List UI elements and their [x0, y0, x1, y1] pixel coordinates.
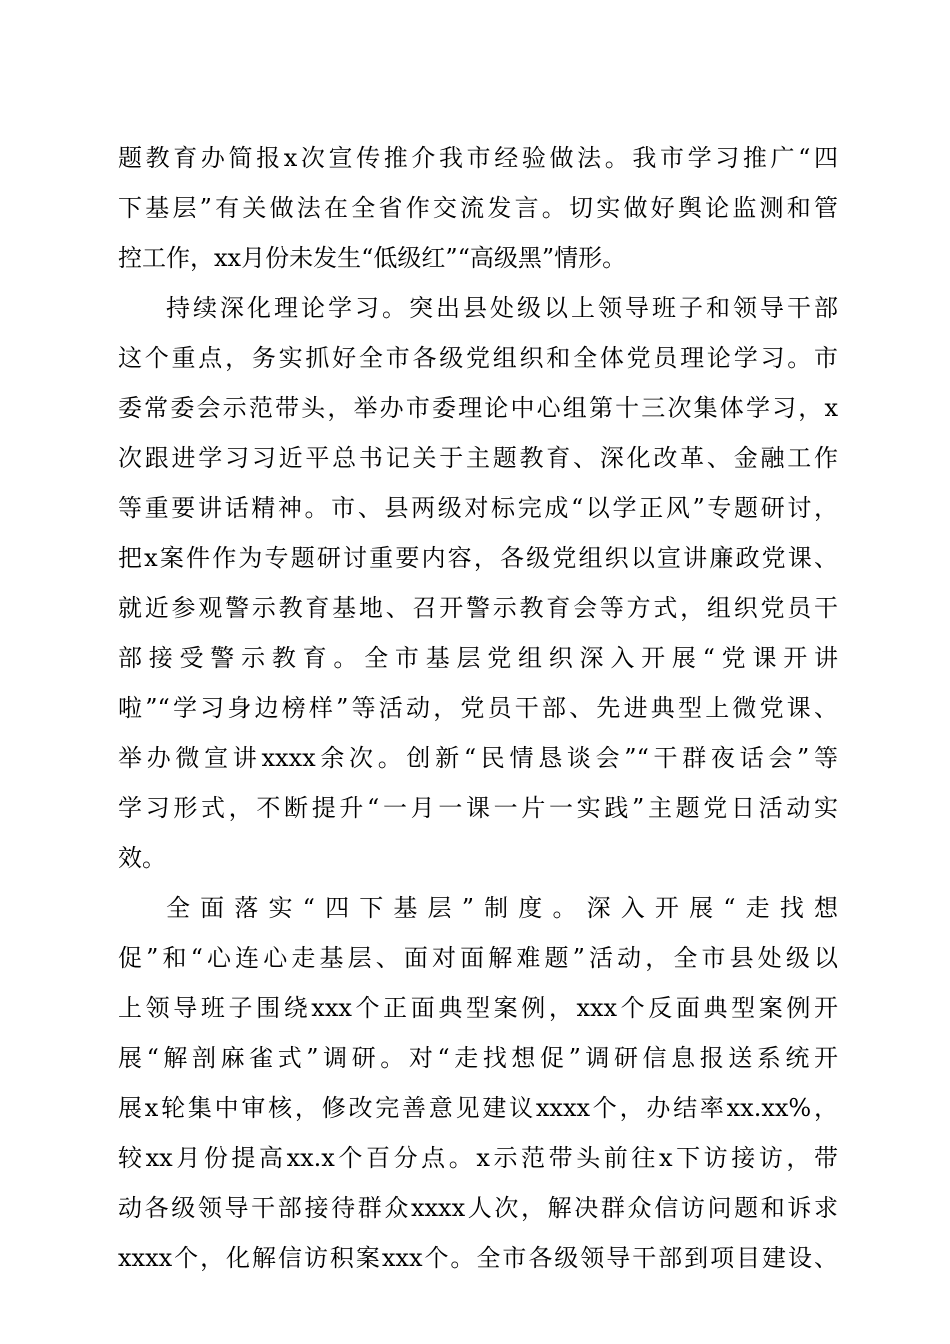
text-line: 部接受警示教育。全市基层党组织深入开展“党课开讲 — [118, 644, 838, 672]
text-line: 效。 — [118, 844, 166, 872]
paragraph-heading-line: 持续深化理论学习。突出县处级以上领导班子和领导干部 — [166, 294, 838, 322]
text-line: 题教育办简报x次宣传推介我市经验做法。我市学习推广“四 — [118, 144, 838, 172]
text-line: 次跟进学习习近平总书记关于主题教育、深化改革、金融工作 — [118, 444, 838, 472]
text-line: 展x轮集中审核，修改完善意见建议xxxx个，办结率xx.xx%， — [118, 1094, 838, 1122]
text-line: 动各级领导干部接待群众xxxx人次，解决群众信访问题和诉求 — [118, 1194, 838, 1222]
text-line: 啦”“学习身边榜样”等活动，党员干部、先进典型上微党课、 — [118, 694, 838, 722]
text-line: 较xx月份提高xx.x个百分点。x示范带头前往x下访接访，带 — [118, 1144, 838, 1172]
text-line: 学习形式，不断提升“一月一课一片一实践”主题党日活动实 — [118, 794, 838, 822]
text-line: 这个重点，务实抓好全市各级党组织和全体党员理论学习。市 — [118, 344, 838, 372]
text-line: 把x案件作为专题研讨重要内容，各级党组织以宣讲廉政党课、 — [118, 544, 838, 572]
text-line: 等重要讲话精神。市、县两级对标完成“以学正风”专题研讨， — [118, 494, 838, 522]
text-line: xxxx个，化解信访积案xxx个。全市各级领导干部到项目建设、 — [118, 1244, 838, 1272]
text-line: 就近参观警示教育基地、召开警示教育会等方式，组织党员干 — [118, 594, 838, 622]
text-line: 控工作，xx月份未发生“低级红”“高级黑”情形。 — [118, 244, 627, 272]
paragraph-heading-line: 全面落实“四下基层”制度。深入开展“走找想 — [166, 894, 838, 922]
text-line: 委常委会示范带头，举办市委理论中心组第十三次集体学习，x — [118, 394, 838, 422]
text-line: 下基层”有关做法在全省作交流发言。切实做好舆论监测和管 — [118, 194, 838, 222]
text-line: 上领导班子围绕xxx个正面典型案例，xxx个反面典型案例开 — [118, 994, 838, 1022]
text-line: 举办微宣讲xxxx余次。创新“民情恳谈会”“干群夜话会”等 — [118, 744, 838, 772]
text-line: 促”和“心连心走基层、面对面解难题”活动，全市县处级以 — [118, 944, 838, 972]
text-line: 展“解剖麻雀式”调研。对“走找想促”调研信息报送系统开 — [118, 1044, 838, 1072]
